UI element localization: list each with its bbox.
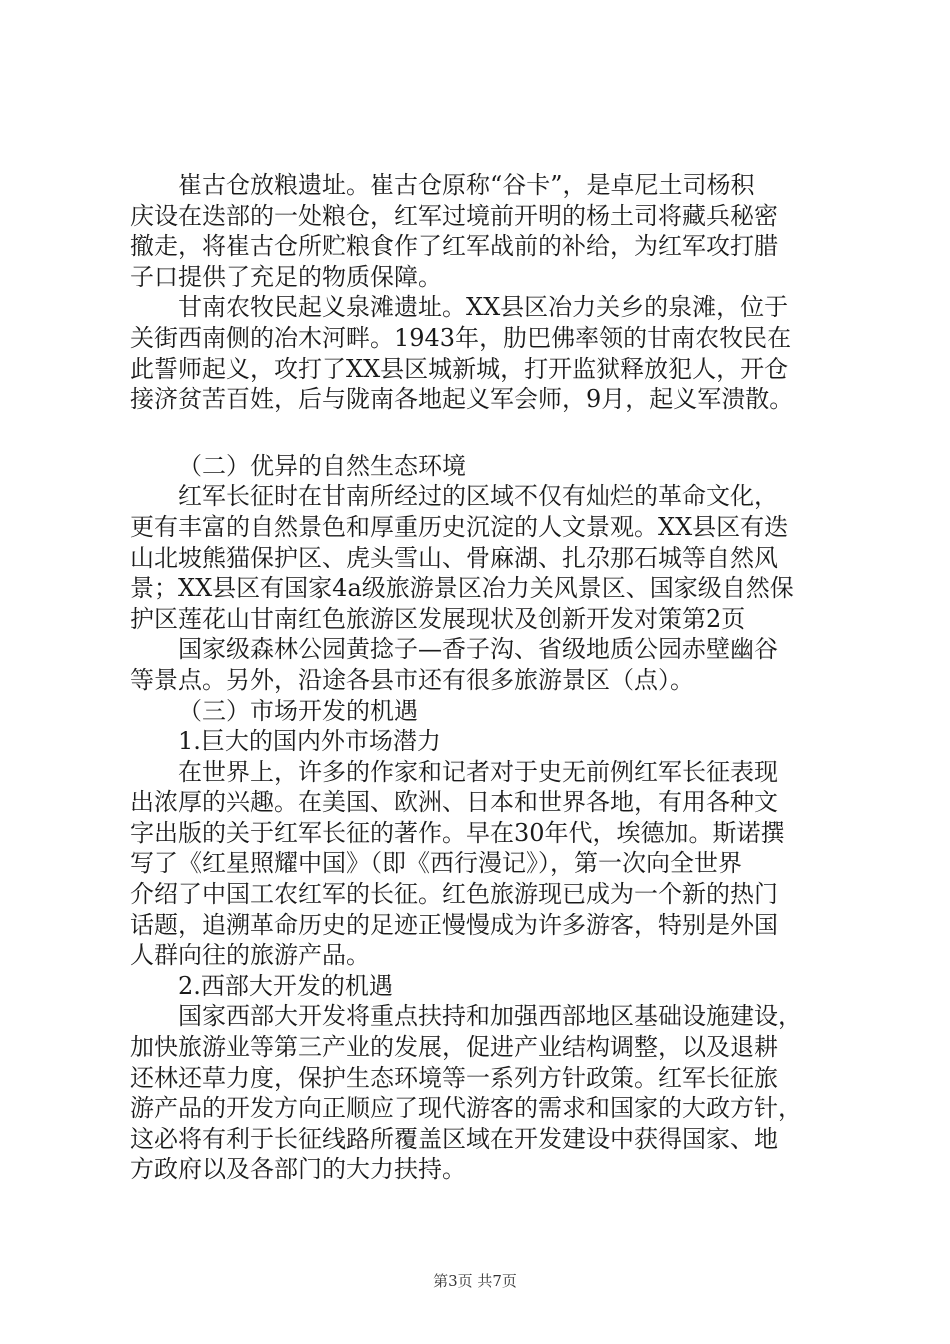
text-line: 接济贫苦百姓，后与陇南各地起义军会师，9月，起义军溃散。: [130, 385, 794, 414]
section-heading: （二）优异的自然生态环境: [178, 451, 466, 480]
text-line: 国家级森林公园黄捻子—香子沟、省级地质公园赤壁幽谷: [178, 635, 778, 664]
section-heading: （三）市场开发的机遇: [178, 696, 418, 725]
text-line: 庆设在迭部的一处粮仓，红军过境前开明的杨土司将藏兵秘密: [130, 201, 778, 230]
text-line: 更有丰富的自然景色和厚重历史沉淀的人文景观。XX县区有迭: [130, 512, 789, 541]
text-line: 国家西部大开发将重点扶持和加强西部地区基础设施建设，: [178, 1002, 802, 1031]
text-line: 人群向往的旅游产品。: [130, 941, 370, 970]
text-line: 山北坡熊猫保护区、虎头雪山、骨麻湖、扎尕那石城等自然风: [130, 543, 778, 572]
subsection-heading: 1.巨大的国内外市场潜力: [178, 727, 441, 756]
text-line: 这必将有利于长征线路所覆盖区域在开发建设中获得国家、地: [130, 1124, 778, 1153]
text-line: 出浓厚的兴趣。在美国、欧洲、日本和世界各地，有用各种文: [130, 788, 778, 817]
text-line: 方政府以及各部门的大力扶持。: [130, 1155, 466, 1184]
text-line: 加快旅游业等第三产业的发展，促进产业结构调整，以及退耕: [130, 1033, 778, 1062]
document-body: [130, 170, 842, 1185]
page-number-footer: 第3页 共7页: [433, 1272, 517, 1290]
text-line: 崔古仓放粮遗址。崔古仓原称“谷卡”，是卓尼土司杨积: [178, 171, 755, 199]
text-line: 护区莲花山甘南红色旅游区发展现状及创新开发对策第2页: [130, 604, 746, 633]
text-line: 景；XX县区有国家4a级旅游景区冶力关风景区、国家级自然保: [130, 574, 794, 603]
text-line: 字出版的关于红军长征的著作。早在30年代，埃德加。斯诺撰: [130, 818, 785, 847]
subsection-heading: 2.西部大开发的机遇: [178, 971, 393, 1000]
text-line: 甘南农牧民起义泉滩遗址。XX县区冶力关乡的泉滩，位于: [178, 293, 789, 322]
text-line: 撤走，将崔古仓所贮粮食作了红军战前的补给，为红军攻打腊: [130, 232, 778, 261]
text-line: 子口提供了充足的物质保障。: [130, 262, 442, 291]
text-line: 游产品的开发方向正顺应了现代游客的需求和国家的大政方针，: [130, 1094, 802, 1123]
text-line: 在世界上，许多的作家和记者对于史无前例红军长征表现: [178, 757, 778, 786]
text-line: 话题，追溯革命历史的足迹正慢慢成为许多游客，特别是外国: [130, 910, 778, 939]
text-line: 还林还草力度，保护生态环境等一系列方针政策。红军长征旅: [130, 1063, 778, 1092]
paragraph-gap: [130, 415, 842, 451]
text-line: 介绍了中国工农红军的长征。红色旅游现已成为一个新的热门: [130, 880, 778, 909]
text-line: 此誓师起义，攻打了XX县区城新城，打开监狱释放犯人，开仓: [130, 354, 789, 383]
text-line: 关街西南侧的冶木河畔。1943年，肋巴佛率领的甘南农牧民在: [130, 323, 792, 352]
text-line: 等景点。另外，沿途各县市还有很多旅游景区（点）。: [130, 665, 694, 694]
text-line: 写了《红星照耀中国》（即《西行漫记》），第一次向全世界: [130, 849, 742, 878]
text-line: 红军长征时在甘南所经过的区域不仅有灿烂的革命文化，: [178, 482, 778, 511]
